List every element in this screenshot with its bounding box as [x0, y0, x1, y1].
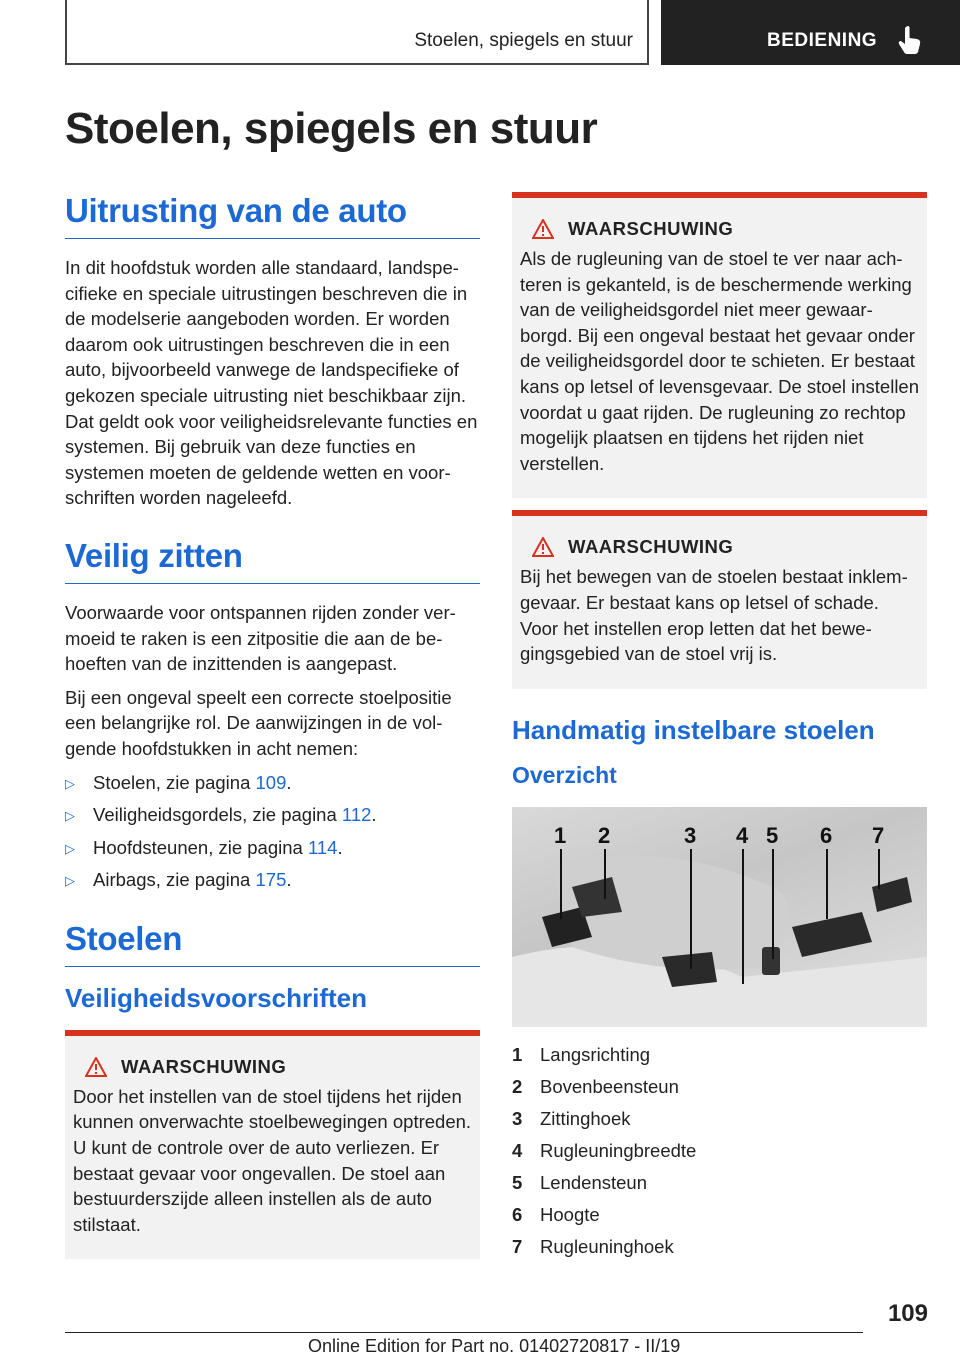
image-number: 4 [736, 822, 749, 848]
right-column [512, 192, 927, 1263]
warning-triangle-icon [532, 537, 554, 557]
warning-title: WAARSCHUWING [568, 536, 734, 558]
footer-divider [65, 1332, 863, 1333]
page-link[interactable]: 109 [255, 771, 287, 793]
footer-edition: Online Edition for Part no. 01402720817 - II/19 [308, 1336, 681, 1356]
warning-text: Bij het bewegen van de stoelen bestaat inklemgevaar. Er bestaat kans op letsel of schade. Voor het instellen erop letten dat het bewegingsgebied van de stoel vrij is. [520, 566, 908, 665]
triangle-bullet-icon: ▷ [65, 808, 75, 824]
warning-text: Door het instellen van de stoel tijdens het rijden kunnen onverwachte stoelbewegingen optreden. U kunt de controle over de auto verliezen. Er bestaat gevaar voor ongevallen. De stoel aan bestuurderszijde alleen instellen als de auto stilstaat. [73, 1085, 472, 1235]
legend-row: 5 Lendensteun [512, 1171, 647, 1193]
callout-line [690, 849, 692, 969]
callout-line [560, 849, 562, 919]
warning-text: Als de rugleuning van de stoel te ver naar achteren is gekanteld, is de beschermende werking van de veiligheidsgordel niet meer gewaarborgd. Bij een ongeval bestaat het gevaar onder de veiligheidsgordel door te schieten. Er bestaat kans op letsel of levensgevaar. De stoel instellen voordat u gaat rijden. De rugleuning zo rechtop mogelijk plaatsen en tijdens het rijden niet verstellen. [520, 248, 920, 474]
page-number: 109 [887, 1300, 928, 1327]
page-title: Stoelen, spiegels en stuur [65, 104, 598, 153]
warning-box [512, 192, 927, 498]
callout-line [826, 849, 828, 919]
paragraph-sitting-1: Voorwaarde voor ontspannen rijden zonder vermoeid te raken is een zitpositie die aan de behoeften van de inzittenden is aangepast. [65, 601, 456, 675]
heading-equipment: Uitrusting van de auto [65, 192, 480, 239]
warning-title: WAARSCHUWING [568, 218, 734, 239]
heading-overview: Overzicht [512, 761, 617, 788]
reference-list [65, 770, 480, 894]
image-number: 6 [820, 822, 833, 848]
image-number: 7 [872, 822, 885, 848]
legend-row: 2 Bovenbeensteun [512, 1075, 679, 1097]
list-item: ▷ Hoofdsteunen, zie pagina 114. [65, 835, 480, 862]
warning-triangle-icon [532, 219, 554, 239]
list-item: ▷ Stoelen, zie pagina 109. [65, 770, 480, 797]
warning-title: WAARSCHUWING [121, 1055, 287, 1077]
triangle-bullet-icon: ▷ [65, 873, 75, 889]
page-link[interactable]: 112 [341, 804, 372, 826]
list-item: ▷ Airbags, zie pagina 175. [65, 867, 480, 894]
header-section-box [65, 0, 649, 65]
callout-line [742, 849, 744, 984]
legend-row: 6 Hoogte [512, 1203, 600, 1225]
callout-line [772, 849, 774, 959]
heading-manual-seats: Handmatig instelbare stoelen [512, 714, 875, 745]
heading-safe-sitting: Veilig zitten [65, 537, 480, 584]
heading-seats: Stoelen [65, 920, 480, 967]
page-link[interactable]: 114 [307, 836, 338, 858]
warning-box [65, 1030, 480, 1260]
callout-line [878, 849, 880, 889]
warning-box [512, 510, 927, 688]
list-item: ▷ Veiligheidsgordels, zie pagina 112. [65, 802, 480, 829]
header-chapter-box [661, 0, 960, 65]
header-chapter-title: BEDIENING [767, 30, 878, 51]
header-section-title: Stoelen, spiegels en stuur [414, 30, 633, 51]
legend-row: 1 Langsrichting [512, 1043, 651, 1065]
image-number: 5 [766, 822, 779, 848]
paragraph-sitting-2: Bij een ongeval speelt een correcte stoelpositie een belangrijke rol. De aanwijzingen in de volgende hoofdstukken in acht nemen: [65, 686, 452, 759]
triangle-bullet-icon: ▷ [65, 775, 75, 791]
seat-controls-image [512, 807, 927, 1027]
left-column [65, 192, 480, 1259]
legend-row: 4 Rugleuningbreedte [512, 1139, 697, 1161]
image-number: 2 [598, 822, 611, 848]
warning-triangle-icon [85, 1057, 107, 1077]
legend-row: 3 Zittinghoek [512, 1107, 631, 1129]
heading-safety-rules: Veiligheidsvoorschriften [65, 982, 367, 1013]
image-number: 3 [684, 822, 697, 848]
paragraph-equipment: In dit hoofdstuk worden alle standaard, landspecifieke en speciale uitrustingen beschreven die in de modelserie aangeboden worden. Er worden daarom ook uitrustingen beschreven die in een auto, bijvoorbeeld vanwege de landspecifieke of gekozen speciale uitrusting niet beschikbaar zijn. Dat geldt ook voor veiligheidsrelevante functies en systemen. Bij gebruik van deze functies en systemen moeten de geldende wetten en voorschriften worden nageleefd. [65, 257, 478, 509]
pointing-hand-icon [897, 25, 923, 55]
legend-row: 7 Rugleuninghoek [512, 1235, 674, 1257]
image-number: 1 [554, 822, 567, 848]
seat-illustration [512, 807, 927, 1027]
page-link[interactable]: 175 [255, 869, 287, 891]
callout-line [604, 849, 606, 899]
triangle-bullet-icon: ▷ [65, 840, 75, 856]
image-legend [512, 1039, 927, 1263]
